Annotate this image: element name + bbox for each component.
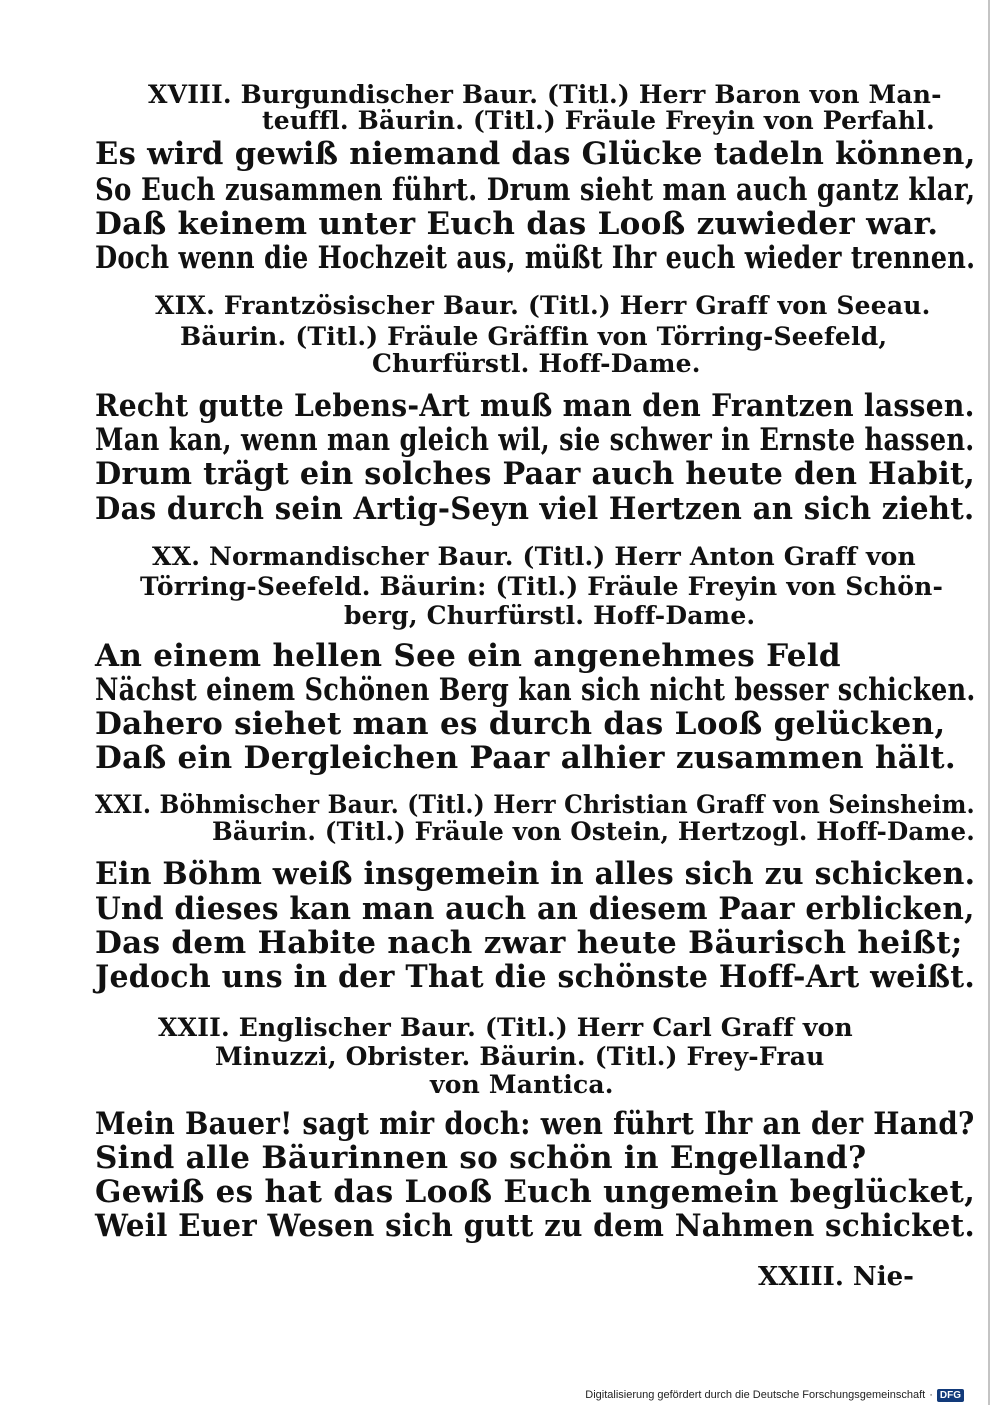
section-heading-line: Churfürstl. Hoff-Dame. <box>372 349 701 378</box>
verse-line: Mein Bauer! sagt mir doch: wen führt Ihr an der Hand? <box>95 1106 975 1142</box>
footer-text: Digitalisierung gefördert durch die Deutsche Forschungsgemeinschaft <box>585 1389 926 1401</box>
verse-line: Recht gutte Lebens-Art muß man den Frantzen lassen. <box>95 388 975 424</box>
verse-line: Weil Euer Wesen sich gutt zu dem Nahmen schicket. <box>95 1208 976 1244</box>
verse-line: Es wird gewiß niemand das Glücke tadeln können, <box>95 136 976 172</box>
section-heading-line: Bäurin. (Titl.) Fräule Gräffin von Törring-Seefeld, <box>180 322 888 351</box>
verse-line: Daß ein Dergleichen Paar alhier zusammen hält. <box>95 740 956 776</box>
verse-line: Und dieses kan man auch an diesem Paar erblicken, <box>95 891 975 927</box>
verse-line: Drum trägt ein solches Paar auch heute den Habit, <box>95 456 976 492</box>
verse-line: Jedoch uns in der That die schönste Hoff-Art weißt. <box>95 959 976 995</box>
page-edge <box>988 0 990 1405</box>
verse-line: Dahero siehet man es durch das Looß gelücken, <box>95 706 946 742</box>
verse-line: Nächst einem Schönen Berg kan sich nicht besser schicken. <box>95 672 976 708</box>
section-heading-line: Törring-Seefeld. Bäurin: (Titl.) Fräule Freyin von Schön- <box>140 572 944 601</box>
separator-dot: · <box>929 1389 933 1401</box>
section-heading-line: XX. Normandischer Baur. (Titl.) Herr Anton Graff von <box>152 542 916 571</box>
section-heading-line: XIX. Frantzösischer Baur. (Titl.) Herr Graff von Seeau. <box>155 291 931 320</box>
verse-line: Das dem Habite nach zwar heute Bäurisch heißt; <box>95 925 963 961</box>
verse-line: Doch wenn die Hochzeit aus, müßt Ihr euch wieder trennen. <box>95 240 976 276</box>
dfg-logo: DFG <box>937 1389 964 1402</box>
section-heading-line: Bäurin. (Titl.) Fräule von Ostein, Hertzogl. Hoff-Dame. <box>212 817 975 846</box>
section-heading-line: berg, Churfürstl. Hoff-Dame. <box>344 601 756 630</box>
section-heading-line: Minuzzi, Obrister. Bäurin. (Titl.) Frey-Frau <box>215 1042 825 1071</box>
verse-line: Das durch sein Artig-Seyn viel Hertzen an sich zieht. <box>95 491 975 527</box>
verse-line: So Euch zusammen führt. Drum sieht man auch gantz klar, <box>95 172 976 208</box>
section-heading-line: XVIII. Burgundischer Baur. (Titl.) Herr Baron von Man- <box>148 80 942 109</box>
verse-line: Man kan, wenn man gleich wil, sie schwer in Ernste hassen. <box>95 422 975 458</box>
verse-line: Ein Böhm weiß insgemein in alles sich zu schicken. <box>95 856 976 892</box>
section-heading-line: von Mantica. <box>430 1070 614 1099</box>
verse-line: Gewiß es hat das Looß Euch ungemein beglücket, <box>95 1174 976 1210</box>
verse-line: Daß keinem unter Euch das Looß zuwieder war. <box>95 206 939 242</box>
section-heading-line: teuffl. Bäurin. (Titl.) Fräule Freyin von Perfahl. <box>262 106 935 135</box>
digitization-footer <box>585 1386 964 1404</box>
section-heading-line: XXI. Böhmischer Baur. (Titl.) Herr Christian Graff von Seinsheim. <box>95 790 975 819</box>
section-heading-line: XXII. Englischer Baur. (Titl.) Herr Carl Graff von <box>158 1013 853 1042</box>
verse-line: Sind alle Bäurinnen so schön in Engelland? <box>95 1140 867 1176</box>
catchword: XXIII. Nie- <box>758 1262 914 1292</box>
verse-line: An einem hellen See ein angenehmes Feld <box>95 638 841 674</box>
